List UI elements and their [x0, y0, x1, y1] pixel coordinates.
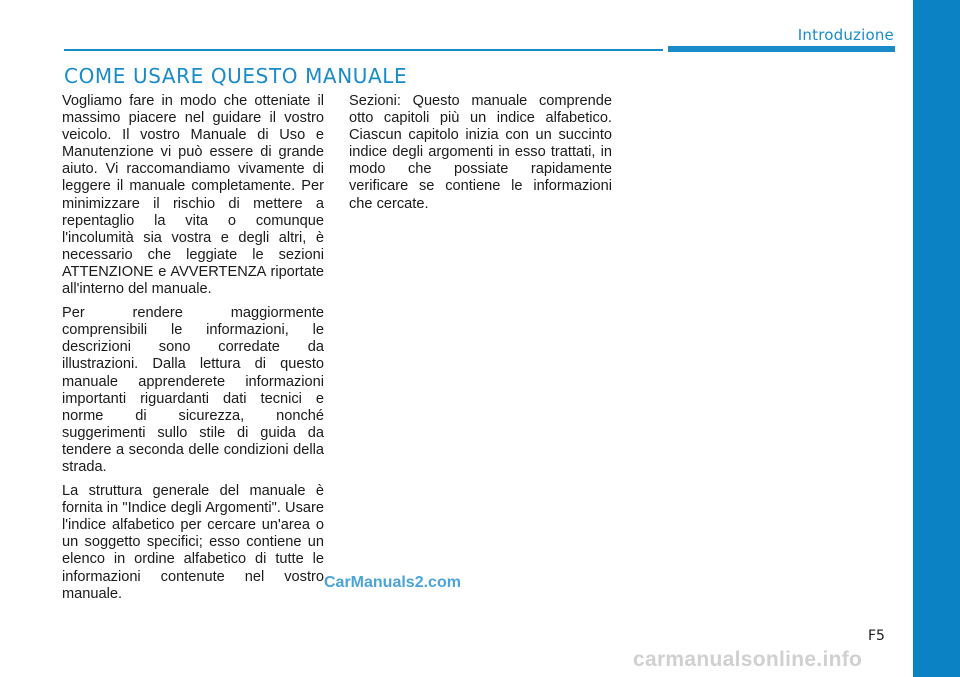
page-number: F5	[868, 628, 885, 644]
watermark-link[interactable]: CarManuals2.com	[324, 574, 461, 591]
page-title: COME USARE QUESTO MANUALE	[64, 64, 408, 88]
right-column	[349, 93, 612, 220]
paragraph: Vogliamo fare in modo che otteniate il massimo piacere nel guidare il vostro veicolo. Il vostro Manuale di Uso e Manutenzione vi può essere di grande aiuto. Vi raccomandiamo vivamente di leggere il manuale completamente. Per minimizzare il rischio di mettere a repentaglio la vita o comunque l'incolumità sia vostra e degli altri, è necessario che leggiate le sezioni ATTENZIONE e AVVERTENZA riportate all'interno del manuale.	[62, 93, 324, 298]
paragraph: Sezioni: Questo manuale comprende otto capitoli più un indice alfabetico. Ciascun capitolo inizia con un succinto indice degli argomenti in esso trattati, in modo che possiate rapidamente verificare se contiene le informazioni che cercate.	[349, 93, 612, 212]
header-rule-accent	[668, 46, 895, 52]
section-label: Introduzione	[797, 26, 894, 44]
header-rule	[64, 49, 663, 51]
side-tab-bar	[913, 0, 960, 677]
paragraph: Per rendere maggiormente comprensibili le informazioni, le descrizioni sono corredate da illustrazioni. Dalla lettura di questo manuale apprenderete informazioni importanti riguardanti dati tecnici e norme di sicurezza, nonché suggerimenti sullo stile di guida da tendere a seconda delle condizioni della strada.	[62, 305, 324, 475]
paragraph: La struttura generale del manuale è fornita in "Indice degli Argomenti". Usare l'indice alfabetico per cercare un'area o un soggetto specifici; esso contiene un elenco in ordine alfabetico di tutte le informazioni contenute nel vostro manuale.	[62, 483, 324, 602]
left-column	[62, 93, 324, 610]
footer-watermark: carmanualsonline.info	[633, 648, 863, 671]
